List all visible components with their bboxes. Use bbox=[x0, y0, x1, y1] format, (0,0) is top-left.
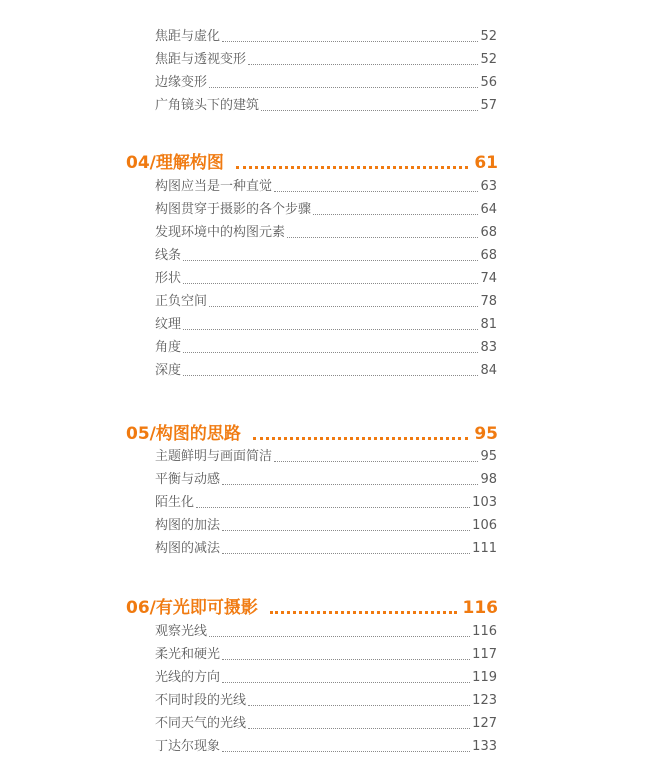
toc-entry-title: 焦距与透视变形 bbox=[155, 52, 247, 67]
toc-entry-title: 主题鲜明与画面简洁 bbox=[155, 449, 273, 464]
toc-entry-page: 52 bbox=[480, 52, 497, 67]
toc-entry[interactable] bbox=[155, 26, 497, 46]
toc-entry-title: 丁达尔现象 bbox=[155, 739, 221, 754]
dot-leader bbox=[183, 346, 478, 353]
toc-entry-page: 127 bbox=[472, 716, 497, 731]
toc-entry-page: 78 bbox=[480, 294, 497, 309]
dot-leader bbox=[222, 35, 478, 42]
toc-entry-page: 56 bbox=[480, 75, 497, 90]
toc-entry-page: 133 bbox=[472, 739, 497, 754]
toc-entry-page: 68 bbox=[480, 248, 497, 263]
dot-leader bbox=[274, 455, 478, 462]
dot-leader bbox=[222, 676, 470, 683]
toc-entry[interactable] bbox=[155, 469, 497, 489]
dot-leader bbox=[209, 300, 478, 307]
toc-entry[interactable] bbox=[155, 667, 497, 687]
dot-leader bbox=[248, 58, 478, 65]
dot-leader bbox=[222, 524, 470, 531]
toc-chapter-heading[interactable] bbox=[126, 150, 498, 174]
toc-entry-page: 95 bbox=[480, 449, 497, 464]
toc-entry-page: 103 bbox=[472, 495, 497, 510]
toc-entry-page: 98 bbox=[480, 472, 497, 487]
toc-entry[interactable] bbox=[155, 360, 497, 380]
dot-leader bbox=[222, 547, 470, 554]
toc-entry-page: 111 bbox=[472, 541, 497, 556]
toc-entry-page: 84 bbox=[480, 363, 497, 378]
toc-entry-title: 正负空间 bbox=[155, 294, 208, 309]
toc-entry-title: 光线的方向 bbox=[155, 670, 221, 685]
chapter-page: 95 bbox=[474, 424, 498, 444]
toc-entry[interactable] bbox=[155, 446, 497, 466]
toc-entry-title: 形状 bbox=[155, 271, 182, 286]
toc-chapter-heading[interactable] bbox=[126, 595, 498, 619]
toc-entry[interactable] bbox=[155, 644, 497, 664]
toc-entry-title: 构图的减法 bbox=[155, 541, 221, 556]
toc-entry[interactable] bbox=[155, 492, 497, 512]
toc-entry-page: 117 bbox=[472, 647, 497, 662]
dot-leader bbox=[183, 323, 478, 330]
chapter-title: 05/构图的思路 bbox=[126, 424, 241, 444]
dot-leader bbox=[313, 208, 478, 215]
dot-leader bbox=[287, 231, 478, 238]
toc-entry[interactable] bbox=[155, 176, 497, 196]
toc-entry-page: 57 bbox=[480, 98, 497, 113]
toc-entry-page: 83 bbox=[480, 340, 497, 355]
toc-entry[interactable] bbox=[155, 291, 497, 311]
toc-entry[interactable] bbox=[155, 245, 497, 265]
toc-entry[interactable] bbox=[155, 95, 497, 115]
toc-entry-page: 74 bbox=[480, 271, 497, 286]
dot-leader bbox=[209, 81, 478, 88]
chapter-page: 116 bbox=[462, 598, 498, 618]
dot-leader bbox=[183, 254, 478, 261]
toc-entry[interactable] bbox=[155, 337, 497, 357]
toc-entry[interactable] bbox=[155, 736, 497, 756]
toc-entry[interactable] bbox=[155, 314, 497, 334]
chapter-title: 06/有光即可摄影 bbox=[126, 598, 258, 618]
toc-entry[interactable] bbox=[155, 268, 497, 288]
toc-entry[interactable] bbox=[155, 72, 497, 92]
toc-entry[interactable] bbox=[155, 222, 497, 242]
toc-entry[interactable] bbox=[155, 690, 497, 710]
dot-leader bbox=[248, 699, 470, 706]
toc-entry-page: 106 bbox=[472, 518, 497, 533]
toc-entry-title: 深度 bbox=[155, 363, 182, 378]
toc-entry-title: 构图应当是一种直觉 bbox=[155, 179, 273, 194]
chapter-dot-leader bbox=[270, 605, 457, 614]
dot-leader bbox=[222, 478, 478, 485]
toc-entry-title: 不同天气的光线 bbox=[155, 716, 247, 731]
toc-entry[interactable] bbox=[155, 199, 497, 219]
toc-entry-page: 119 bbox=[472, 670, 497, 685]
toc-entry-page: 116 bbox=[472, 624, 497, 639]
toc-entry-title: 边缘变形 bbox=[155, 75, 208, 90]
toc-entry-page: 123 bbox=[472, 693, 497, 708]
dot-leader bbox=[183, 369, 478, 376]
dot-leader bbox=[248, 722, 470, 729]
toc-entry-title: 焦距与虚化 bbox=[155, 29, 221, 44]
dot-leader bbox=[274, 185, 478, 192]
toc-entry[interactable] bbox=[155, 713, 497, 733]
chapter-dot-leader bbox=[236, 160, 468, 169]
dot-leader bbox=[183, 277, 478, 284]
toc-entry[interactable] bbox=[155, 515, 497, 535]
chapter-dot-leader bbox=[253, 431, 468, 440]
toc-entry-title: 纹理 bbox=[155, 317, 182, 332]
toc-entry-page: 52 bbox=[480, 29, 497, 44]
toc-entry-title: 构图贯穿于摄影的各个步骤 bbox=[155, 202, 312, 217]
toc-entry-title: 构图的加法 bbox=[155, 518, 221, 533]
chapter-title: 04/理解构图 bbox=[126, 153, 224, 173]
toc-entry[interactable] bbox=[155, 621, 497, 641]
dot-leader bbox=[222, 653, 470, 660]
toc-entry-page: 81 bbox=[480, 317, 497, 332]
toc-entry-title: 柔光和硬光 bbox=[155, 647, 221, 662]
dot-leader bbox=[209, 630, 470, 637]
toc-entry-title: 发现环境中的构图元素 bbox=[155, 225, 286, 240]
toc-entry[interactable] bbox=[155, 538, 497, 558]
toc-entry-title: 平衡与动感 bbox=[155, 472, 221, 487]
dot-leader bbox=[222, 745, 470, 752]
toc-entry-title: 广角镜头下的建筑 bbox=[155, 98, 260, 113]
toc-entry-page: 68 bbox=[480, 225, 497, 240]
chapter-page: 61 bbox=[474, 153, 498, 173]
toc-entry-title: 线条 bbox=[155, 248, 182, 263]
toc-entry-title: 陌生化 bbox=[155, 495, 195, 510]
toc-entry-page: 64 bbox=[480, 202, 497, 217]
toc-entry-title: 观察光线 bbox=[155, 624, 208, 639]
toc-entry[interactable] bbox=[155, 49, 497, 69]
toc-entry-title: 不同时段的光线 bbox=[155, 693, 247, 708]
dot-leader bbox=[196, 501, 470, 508]
toc-entry-title: 角度 bbox=[155, 340, 182, 355]
dot-leader bbox=[261, 104, 478, 111]
toc-entry-page: 63 bbox=[480, 179, 497, 194]
toc-chapter-heading[interactable] bbox=[126, 421, 498, 445]
